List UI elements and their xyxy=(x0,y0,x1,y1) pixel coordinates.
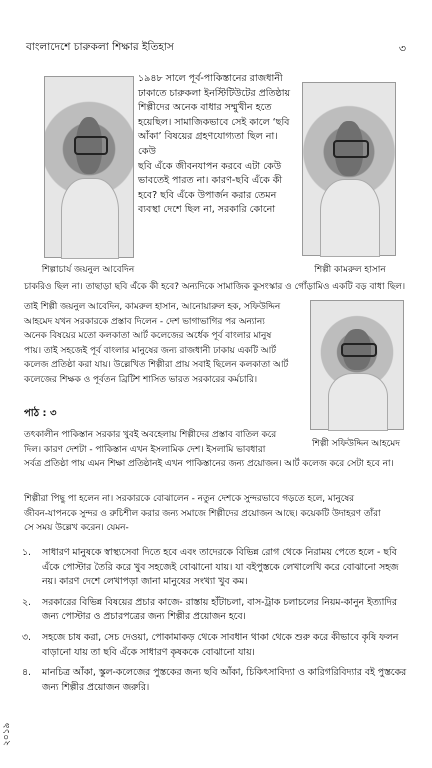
paragraph-1 xyxy=(138,72,298,218)
text-line: হয়েছিল। সামাজিকভাবে সেই কালে ‘ছবি xyxy=(138,116,290,128)
list-number: ১. xyxy=(22,547,31,558)
footer-year: ২০১৯ xyxy=(2,722,12,746)
body-shape xyxy=(320,179,381,257)
list-item xyxy=(22,666,408,695)
portrait-zainul-abedin xyxy=(44,76,134,258)
text-line: অনেক বিষয়ের মতো কলকাতা আর্ট কলেজের অর্ধেক পূর্ব বাংলার মানুষ xyxy=(24,331,272,342)
paragraph-3 xyxy=(24,428,414,472)
text-line: দিল। কারণ দেশটা - পাকিস্তান এখন ইসলামিক দেশ। ইসলামি ভাবধারা xyxy=(24,444,266,455)
numbered-list xyxy=(22,546,408,701)
text-line: আহমেদ যখন সরকারকে প্রস্তাব দিলেন - দেশ ভাগাভাগির পর অন্যান্য xyxy=(24,316,265,327)
running-header xyxy=(26,40,406,58)
body-shape xyxy=(61,178,119,259)
paragraph-4 xyxy=(24,492,414,536)
text-line: ভাবতেই পারত না। কারণ-ছবি এঁকে কী xyxy=(138,175,283,187)
caption-zainul-abedin: শিল্পাচার্য জয়নুল আবেদিন xyxy=(41,265,135,275)
glasses-shape xyxy=(333,140,368,158)
caption-quamrul-hassan: শিল্পী কামরুল হাসান xyxy=(314,265,386,275)
text-line: কলেজের শিক্ষক ও পূর্বতন ব্রিটিশ শাসিত ভারত সরকারের কর্মচারি। xyxy=(24,374,258,385)
paragraph-2 xyxy=(24,300,306,388)
text-line: ১৯৪৮ সালে পূর্ব-পাকিস্তানের রাজধানী xyxy=(138,73,283,84)
text-line: কলেজ প্রতিষ্ঠা করা যায়। উল্লেখিত শিল্পীরা প্রায় সবাই ছিলেন কলকাতা আর্ট xyxy=(24,360,289,371)
list-item xyxy=(22,546,408,590)
text-line: পায়। তাই সহজেই পূর্ব বাংলার মানুষের জন্য রাজধানী ঢাকায় একটি আর্ট xyxy=(24,345,276,356)
list-item xyxy=(22,596,408,625)
list-number: ২. xyxy=(22,596,31,608)
list-number: ৪. xyxy=(22,667,31,679)
text-line: সে সময় উল্লেখ করেন। যেমন- xyxy=(24,523,129,534)
list-text: সরকারের বিভিন্ন বিষয়ের প্রচার কাজে- রাস্তায় হাঁটাচলা, বাস-ট্রাক চলাচলের নিয়ম-কানুন ইত্যাদির জন্য পোস্টার ও প্রচারপত্রের জন্য শিল্পীর প্রয়োজন হবে। xyxy=(42,596,397,623)
caption-safiuddin-ahmed: শিল্পী সফিউদ্দিন আহমেদ xyxy=(312,439,400,449)
page-number: ৩ xyxy=(398,42,406,55)
list-text: সহজে চাষ করা, সেচ দেওয়া, পোকামাকড় থেকে সাবধান থাকা থেকে শুরু করে কীভাবে কৃষি ফলন বাড়ানো যায় তা ছবি এঁকে সাধারণ কৃষককে বোঝানো যায়। xyxy=(42,631,399,658)
portrait-safiuddin-ahmed xyxy=(310,300,404,430)
text-line: ব্যবস্থা দেশে ছিল না, সরকারি কোনো xyxy=(138,204,276,216)
text-line: আঁকা’ বিষয়ের গ্রহণযোগ্যতা ছিল না। কেউ xyxy=(138,131,278,157)
text-line: তৎকালীন পাকিস্তান সরকার খুবই অবহেলায় শিল্পীদের প্রস্তাব বাতিল করে xyxy=(24,430,277,440)
list-text: মানচিত্র আঁকা, স্কুল-কলেজের পুস্তকের জন্য ছবি আঁকা, চিকিৎসাবিদ্যা ও কারিগরিবিদ্যার বই পুস্তকের জন্য শিল্পীর প্রয়োজন জরুরি। xyxy=(42,667,407,693)
text-line: তাই শিল্পী জয়নুল আবেদিন, কামরুল হাসান, আনোয়ারুল হক, সফিউদ্দিন xyxy=(24,302,281,312)
text-line: ঢাকাতে চারুকলা ইনস্টিটিউটের প্রতিষ্ঠায় xyxy=(138,87,291,99)
list-text: সাধারণ মানুষকে স্বাস্থ্যসেবা দিতে হবে এবং তাদেরকে বিভিন্ন রোগ থেকে নিরাময় পেতে হলে - ছবি এঁকে পোস্টার তৈরি করে খুব সহজেই বোঝানো যায়। যা বইপুস্তকে লেখালেখি করে বোঝানো সহজ নয়। কারণ দেশে লেখাপড়া জানা মানুষের সংখ্যা খুব কম। xyxy=(42,547,399,588)
text-line: হবে? ছবি এঁকে উপার্জন করার তেমন xyxy=(138,189,277,201)
text-line: জীবন-যাপনকে সুন্দর ও রুচিশীল করার জন্য সমাজে শিল্পীদের প্রয়োজন আছে। কয়েকটি উদাহরণ তাঁরা xyxy=(24,508,381,519)
text-line: শিল্পীরা পিছু পা হলেন না। সরকারকে বোঝালেন - নতুন দেশকে সুন্দরভাবে গড়তে হলে, মানুষের xyxy=(24,494,355,504)
section-heading: পাঠ : ৩ xyxy=(24,408,57,419)
text-line: শিল্পীদের অনেক বাধার সম্মুখীন হতে xyxy=(138,102,272,114)
body-shape xyxy=(328,373,389,431)
list-item xyxy=(22,631,408,660)
text-line: সর্বত্র প্রতিষ্ঠা পায় এমন শিক্ষা প্রতিষ্ঠানই এখন পাকিস্তানের জন্য প্রয়োজন। আর্ট কলেজ করে সেটা হবে না। xyxy=(24,459,394,470)
paragraph-1-final-line: চাকরিও ছিল না। তাছাড়া ছবি এঁকে কী হবে? অন্যদিকে সামাজিক কুসংস্কার ও গোঁড়ামিও একটি বড় বাধা ছিল। xyxy=(24,282,406,292)
glasses-shape xyxy=(341,343,376,357)
glasses-shape xyxy=(74,136,108,154)
header-title: বাংলাদেশে চারুকলা শিক্ষার ইতিহাস xyxy=(26,41,174,53)
portrait-quamrul-hassan xyxy=(302,82,396,256)
text-line: ছবি এঁকে জীবনযাপন করবে এটা কেউ xyxy=(138,160,282,172)
list-number: ৩. xyxy=(22,631,31,643)
